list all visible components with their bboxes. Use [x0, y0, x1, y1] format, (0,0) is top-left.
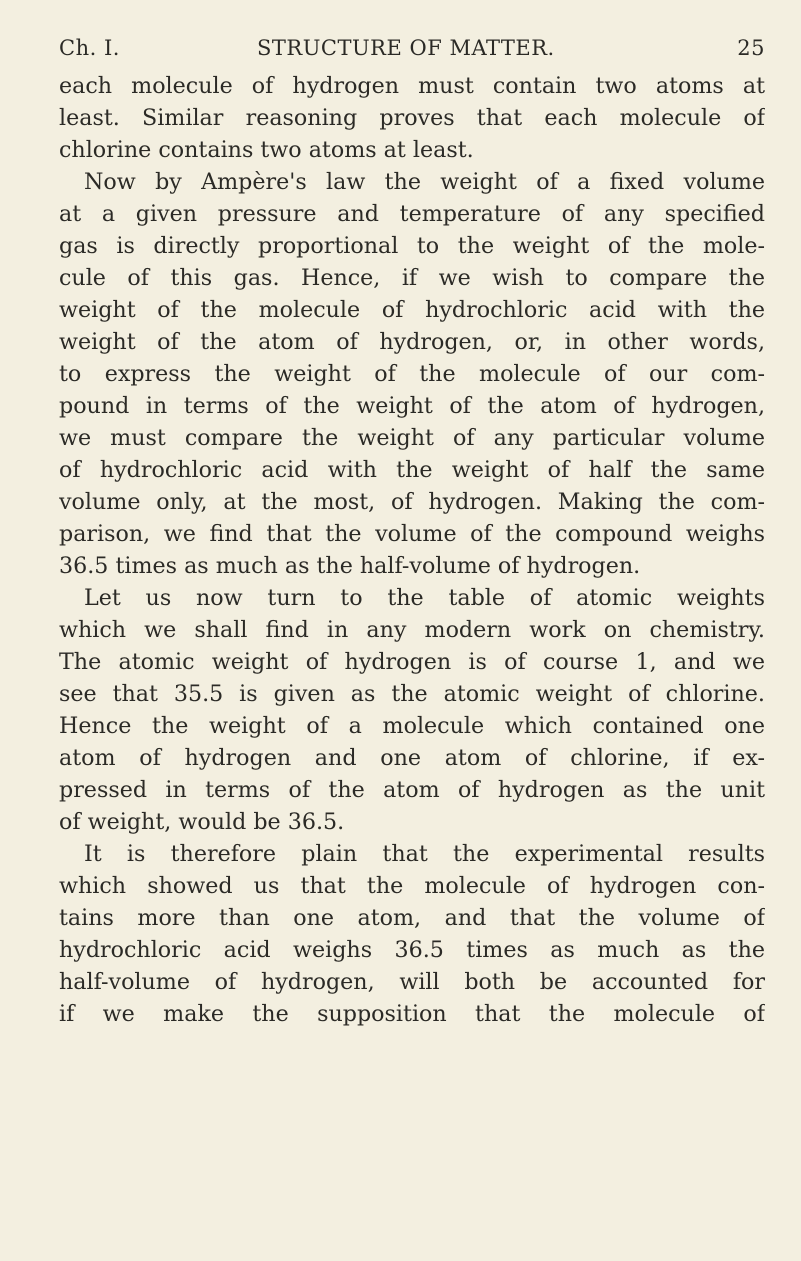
- text-line: weight of the molecule of hydrochloric acid with the: [59, 297, 765, 323]
- text-line: Let us now turn to the table of atomic weights: [84, 585, 765, 611]
- text-line: weight of the atom of hydrogen, or, in other words,: [59, 329, 765, 355]
- text-line: Hence the weight of a molecule which contained one: [59, 713, 765, 739]
- running-title: STRUCTURE OF MATTER.: [257, 36, 555, 60]
- text-line: to express the weight of the molecule of our com-: [59, 361, 765, 387]
- text-line: 36.5 times as much as the half-volume of hydrogen.: [59, 553, 641, 579]
- chapter-label: Ch. I.: [59, 36, 120, 60]
- text-line: which showed us that the molecule of hydrogen con-: [59, 873, 765, 899]
- text-line: hydrochloric acid weighs 36.5 times as much as the: [59, 937, 765, 963]
- text-line: of weight, would be 36.5.: [59, 809, 345, 835]
- text-line: each molecule of hydrogen must contain two atoms at: [59, 73, 765, 99]
- text-line: which we shall find in any modern work on chemistry.: [59, 617, 765, 643]
- text-line: see that 35.5 is given as the atomic weight of chlorine.: [59, 681, 765, 707]
- text-line: The atomic weight of hydrogen is of course 1, and we: [59, 649, 765, 675]
- text-line: least. Similar reasoning proves that each molecule of: [59, 105, 765, 131]
- text-line: we must compare the weight of any particular volume: [59, 425, 765, 451]
- text-line: parison, we find that the volume of the compound weighs: [59, 521, 765, 547]
- body-text: [59, 70, 765, 1030]
- text-line: cule of this gas. Hence, if we wish to compare the: [59, 265, 765, 291]
- text-line: gas is directly proportional to the weight of the mole-: [59, 233, 765, 259]
- text-line: Now by Ampère's law the weight of a fixed volume: [84, 169, 765, 195]
- text-line: at a given pressure and temperature of any specified: [59, 201, 765, 227]
- text-line: half-volume of hydrogen, will both be accounted for: [59, 969, 765, 995]
- text-line: tains more than one atom, and that the volume of: [59, 905, 765, 931]
- text-line: of hydrochloric acid with the weight of half the same: [59, 457, 765, 483]
- text-line: atom of hydrogen and one atom of chlorine, if ex-: [59, 745, 765, 771]
- text-line: pressed in terms of the atom of hydrogen as the unit: [59, 777, 765, 803]
- running-header: [59, 33, 765, 67]
- text-line: if we make the supposition that the molecule of: [59, 1001, 765, 1027]
- text-line: chlorine contains two atoms at least.: [59, 137, 474, 163]
- text-line: volume only, at the most, of hydrogen. Making the com-: [59, 489, 765, 515]
- page-number: 25: [737, 36, 765, 60]
- text-line: pound in terms of the weight of the atom of hydrogen,: [59, 393, 765, 419]
- text-line: It is therefore plain that the experimental results: [84, 841, 765, 867]
